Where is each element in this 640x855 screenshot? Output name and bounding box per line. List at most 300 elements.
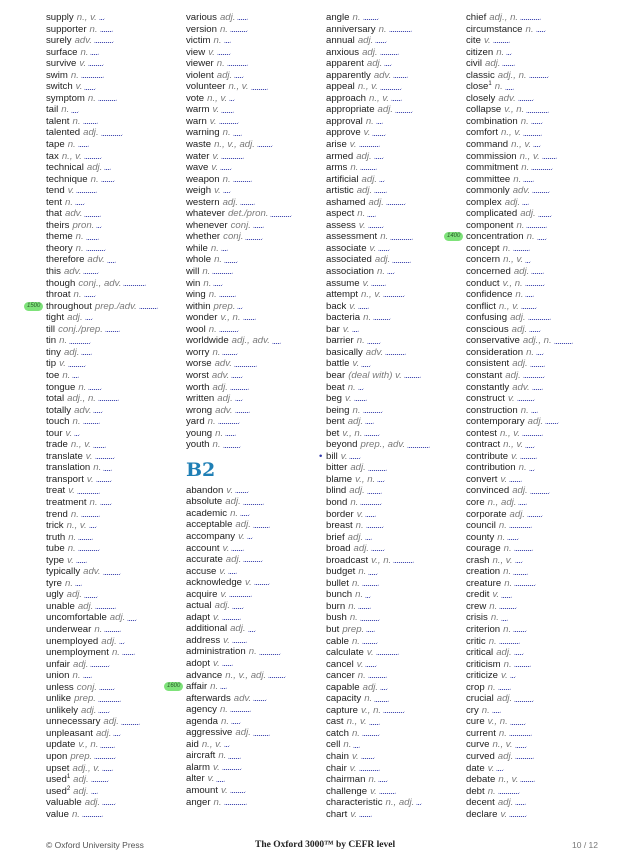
headword: committee (466, 173, 511, 185)
word-entry (447, 231, 600, 243)
word-entry (186, 739, 320, 751)
headword: commission (466, 150, 517, 162)
part-of-speech: n. (513, 173, 522, 185)
word-entry (466, 739, 600, 751)
handwritten-annotation-icon (84, 593, 98, 598)
handwritten-number-badge: 1400 (444, 232, 463, 241)
part-of-speech: adj. (225, 496, 241, 508)
headword: swim (46, 69, 68, 81)
part-of-speech: v., n. (502, 277, 523, 289)
word-entry (186, 623, 320, 635)
part-of-speech: adj. (101, 635, 117, 647)
handwritten-annotation-icon (84, 212, 101, 217)
word-entry (466, 185, 600, 197)
part-of-speech: adv. (83, 566, 101, 578)
word-entry (326, 612, 460, 624)
part-of-speech: n., v. (346, 716, 367, 728)
headword: back (326, 300, 347, 312)
headword: bet (326, 427, 340, 439)
handwritten-annotation-icon (379, 177, 385, 182)
handwritten-annotation-icon (361, 754, 375, 759)
headword: critic (466, 635, 486, 647)
part-of-speech: n. (219, 704, 228, 716)
part-of-speech: n. (89, 496, 98, 508)
word-entry (466, 428, 600, 440)
headword: wave (186, 162, 209, 174)
homonym-number: 2 (66, 785, 71, 792)
handwritten-annotation-icon (94, 754, 116, 759)
part-of-speech: v. (65, 427, 73, 439)
headword: comfort (466, 127, 498, 139)
word-entry (186, 301, 320, 313)
word-entry (466, 347, 600, 359)
part-of-speech: n. (526, 231, 535, 243)
handwritten-annotation-icon (363, 15, 379, 20)
headword: treat (46, 485, 66, 497)
part-of-speech: n. (347, 381, 356, 393)
handwritten-annotation-icon (380, 85, 402, 90)
word-entry (46, 185, 180, 197)
handwritten-annotation-icon (378, 246, 390, 251)
headword: will (186, 266, 200, 278)
headword: capacity (326, 693, 362, 705)
handwritten-annotation-icon (501, 616, 508, 621)
word-entry (186, 543, 320, 555)
part-of-speech: v. (349, 762, 357, 774)
word-entry (326, 555, 460, 567)
part-of-speech: n. (67, 543, 76, 555)
headword: supporter (46, 23, 87, 35)
word-entry (326, 266, 460, 278)
headword: water (186, 150, 210, 162)
handwritten-annotation-icon (251, 85, 268, 90)
headword: convert (466, 473, 498, 485)
handwritten-annotation-icon (69, 339, 91, 344)
word-entry (46, 485, 180, 497)
headword: account (186, 542, 220, 554)
handwritten-annotation-icon (393, 73, 408, 78)
word-entry (46, 405, 180, 417)
word-entry (466, 751, 600, 763)
word-entry (186, 416, 320, 428)
part-of-speech: n. (216, 58, 225, 70)
headword: affair (186, 681, 208, 693)
headword: wing (186, 289, 206, 301)
part-of-speech: v. (358, 219, 366, 231)
headword: contest (466, 427, 497, 439)
word-entry (46, 601, 180, 613)
headword: bush (326, 612, 347, 624)
part-of-speech: adj. (485, 58, 501, 70)
headword: anger (186, 796, 211, 808)
headword: debt (466, 785, 485, 797)
word-entry (326, 162, 460, 174)
headword: though (46, 277, 76, 289)
part-of-speech: n., v. (61, 150, 82, 162)
word-entry (46, 312, 180, 324)
word-entry (46, 589, 180, 601)
headword: conservative (466, 335, 520, 347)
part-of-speech: adj. (67, 312, 83, 324)
headword: blame (326, 473, 353, 485)
handwritten-annotation-icon (509, 523, 532, 528)
handwritten-annotation-icon (225, 431, 236, 436)
word-entry (46, 786, 180, 798)
word-entry (186, 254, 320, 266)
handwritten-annotation-icon (234, 73, 244, 78)
part-of-speech: conj. (230, 219, 251, 231)
headword: view (186, 46, 206, 58)
headword: translate (46, 450, 83, 462)
handwritten-annotation-icon (367, 212, 376, 217)
part-of-speech: n. (520, 404, 529, 416)
word-entry (326, 416, 460, 428)
handwritten-annotation-icon (88, 61, 104, 66)
handwritten-annotation-icon (99, 685, 115, 690)
handwritten-annotation-icon (384, 61, 392, 66)
word-entry (326, 335, 460, 347)
part-of-speech: adv. (211, 369, 230, 381)
word-entry (466, 416, 600, 428)
headword: used (46, 774, 67, 786)
headword: contemporary (466, 416, 525, 428)
part-of-speech: n. (213, 796, 222, 808)
part-of-speech: v. (79, 58, 87, 70)
word-entry (466, 127, 600, 139)
part-of-speech: adj. (109, 612, 126, 624)
part-of-speech: n. (93, 462, 102, 474)
headword: while (186, 242, 208, 254)
part-of-speech: adj. (512, 358, 528, 370)
headword: bacteria (326, 312, 361, 324)
handwritten-annotation-icon (493, 38, 510, 43)
part-of-speech: v. (363, 127, 371, 139)
headword: wool (186, 323, 206, 335)
handwritten-annotation-icon (245, 235, 263, 240)
handwritten-annotation-icon (366, 627, 375, 632)
word-entry (326, 728, 460, 740)
headword: brief (326, 531, 345, 543)
handwritten-annotation-icon (89, 523, 97, 528)
handwritten-annotation-icon (224, 742, 230, 747)
headword: bunch (326, 589, 353, 601)
headword: throughout (46, 300, 92, 312)
headword: constantly (466, 381, 510, 393)
handwritten-annotation-icon (98, 697, 121, 702)
handwritten-annotation-icon (77, 489, 100, 494)
headword: chain (326, 751, 349, 762)
headword: alarm (186, 761, 210, 773)
headword: cure (466, 716, 485, 728)
word-entry (326, 358, 460, 370)
word-entry (466, 462, 600, 474)
part-of-speech: adj. (513, 266, 530, 278)
word-entry (326, 347, 460, 359)
part-of-speech: (deal with) v. (348, 369, 402, 381)
part-of-speech: adj., v. (72, 762, 101, 774)
part-of-speech: v. (352, 358, 360, 370)
word-entry (466, 81, 600, 93)
headword: curved (466, 751, 495, 762)
headword: surface (46, 46, 78, 58)
headword: western (186, 196, 220, 208)
word-entry (46, 393, 180, 405)
part-of-speech: n. (526, 346, 535, 358)
word-entry (46, 428, 180, 440)
headword: that (46, 208, 63, 220)
headword: challenge (326, 785, 368, 797)
part-of-speech: adj., n. (497, 69, 527, 81)
handwritten-annotation-icon (525, 292, 534, 297)
handwritten-annotation-icon (499, 604, 517, 609)
headword: contribution (466, 462, 516, 474)
word-entry (46, 347, 180, 359)
part-of-speech: v. (349, 300, 357, 312)
part-of-speech: v. (213, 657, 220, 669)
word-entry (46, 659, 180, 671)
part-of-speech: v. (500, 473, 508, 485)
word-entry (46, 58, 180, 70)
part-of-speech: adj., n. (489, 12, 519, 23)
part-of-speech: v. (500, 670, 508, 682)
word-entry (46, 382, 180, 394)
word-entry (46, 197, 180, 209)
part-of-speech: n., v. (492, 739, 513, 751)
headword: concept (466, 242, 500, 254)
part-of-speech: n. (343, 739, 352, 751)
handwritten-annotation-icon (270, 212, 292, 217)
part-of-speech: adj. (362, 681, 379, 693)
part-of-speech: n. (351, 577, 360, 589)
headword: associate (326, 242, 367, 254)
headword: bar (326, 323, 340, 335)
word-column-3 (319, 12, 460, 820)
headword: crisis (466, 612, 488, 624)
part-of-speech: n., v. (76, 12, 97, 23)
word-entry (46, 705, 180, 717)
handwritten-annotation-icon (368, 673, 387, 678)
handwritten-annotation-icon (364, 431, 380, 436)
handwritten-annotation-icon (218, 419, 240, 424)
headword: used (46, 785, 67, 797)
handwritten-annotation-icon (222, 765, 242, 770)
word-entry (466, 797, 600, 809)
part-of-speech: adj. (216, 69, 233, 81)
handwritten-annotation-icon (536, 350, 544, 355)
part-of-speech: n. (504, 577, 513, 589)
headword: credit (466, 589, 490, 601)
part-of-speech: v., n. (355, 473, 376, 485)
headword: consistent (466, 358, 510, 370)
handwritten-annotation-icon (368, 570, 378, 575)
handwritten-annotation-icon (231, 373, 243, 378)
handwritten-annotation-icon (509, 812, 527, 817)
handwritten-annotation-icon (349, 454, 361, 459)
word-entry (186, 220, 320, 232)
handwritten-annotation-icon (525, 443, 535, 448)
headword: tip (46, 358, 57, 370)
part-of-speech: adj. (496, 693, 513, 705)
headword: tax (46, 150, 59, 162)
word-entry (466, 485, 600, 497)
word-entry (466, 104, 600, 116)
part-of-speech: n. (350, 162, 359, 174)
handwritten-annotation-icon (362, 731, 380, 736)
handwritten-annotation-icon (78, 535, 93, 540)
word-entry (186, 635, 320, 647)
word-entry (46, 289, 180, 301)
word-entry (466, 197, 600, 209)
part-of-speech: v. (211, 162, 219, 174)
part-of-speech: n. (364, 693, 373, 705)
headword: warning (186, 127, 220, 139)
word-entry (46, 728, 180, 740)
headword: courage (466, 543, 501, 555)
word-entry (326, 474, 460, 486)
handwritten-annotation-icon (95, 604, 116, 609)
part-of-speech: adv. (74, 35, 93, 47)
part-of-speech: n. (498, 727, 507, 739)
part-of-speech: n. (503, 658, 512, 670)
word-entry (46, 624, 180, 636)
handwritten-annotation-icon (83, 269, 99, 274)
headword: weapon (186, 173, 220, 185)
handwritten-annotation-icon (518, 96, 534, 101)
headword: border (326, 508, 354, 520)
handwritten-annotation-icon (514, 662, 531, 667)
handwritten-annotation-icon (514, 581, 536, 586)
handwritten-annotation-icon (529, 466, 535, 471)
word-entry (466, 670, 600, 682)
word-entry (466, 763, 600, 775)
word-entry (46, 751, 180, 763)
word-entry (466, 324, 600, 336)
handwritten-annotation-icon (515, 743, 527, 748)
headword: worse (186, 358, 212, 370)
handwritten-annotation-icon (82, 812, 103, 817)
part-of-speech: n. (356, 335, 365, 347)
handwritten-annotation-icon (506, 50, 512, 55)
handwritten-annotation-icon (90, 662, 110, 667)
headword: collapse (466, 104, 502, 116)
headword: budget (326, 566, 356, 578)
handwritten-annotation-icon (542, 154, 557, 159)
handwritten-annotation-icon (526, 108, 549, 113)
word-entry (46, 231, 180, 243)
word-entry (466, 393, 600, 405)
headword: chart (326, 808, 348, 820)
headword: crew (466, 600, 487, 612)
handwritten-annotation-icon (233, 177, 252, 182)
word-entry (186, 393, 320, 405)
handwritten-annotation-icon (240, 200, 255, 205)
part-of-speech: n. (496, 46, 505, 58)
headword: totally (46, 404, 72, 416)
handwritten-annotation-icon (240, 511, 250, 516)
part-of-speech: n., v. (501, 127, 522, 139)
word-entry (326, 751, 460, 763)
headword: chief (466, 12, 487, 23)
handwritten-annotation-icon (83, 119, 98, 124)
word-entry (466, 705, 600, 717)
headword: county (466, 531, 495, 543)
handwritten-annotation-icon (93, 443, 106, 448)
part-of-speech: n. (490, 612, 499, 624)
handwritten-annotation-icon (374, 154, 384, 159)
part-of-speech: v. (370, 785, 377, 797)
headword: aggressive (186, 727, 233, 739)
part-of-speech: n. (498, 520, 507, 532)
part-of-speech: adj. (225, 554, 242, 566)
word-entry (186, 566, 320, 578)
part-of-speech: adj. (350, 462, 366, 474)
handwritten-annotation-icon (358, 304, 369, 309)
headword: worth (186, 381, 210, 393)
headword: advance (186, 669, 223, 681)
part-of-speech: n. (70, 69, 79, 81)
part-of-speech: n. (497, 531, 506, 543)
headword: chairman (326, 774, 366, 786)
bullet-mark-icon: • (319, 450, 323, 462)
headword: whether (186, 231, 221, 243)
word-entry (466, 139, 600, 151)
handwritten-annotation-icon (514, 697, 534, 702)
handwritten-annotation-icon (536, 27, 546, 32)
part-of-speech: n. (70, 508, 79, 520)
handwritten-annotation-icon (71, 108, 79, 113)
handwritten-annotation-icon (365, 662, 377, 667)
word-entry (326, 566, 460, 578)
headword: wrong (186, 404, 213, 416)
headword: approval (326, 115, 363, 127)
word-entry (186, 704, 320, 716)
word-entry (466, 474, 600, 486)
headword: theory (46, 242, 73, 254)
word-entry (186, 93, 320, 105)
part-of-speech: v. (238, 530, 245, 542)
headword: approach (326, 92, 367, 104)
part-of-speech: n. (212, 346, 221, 358)
word-entry (466, 47, 600, 59)
word-entry (46, 532, 180, 544)
headword: citizen (466, 46, 494, 58)
word-entry (466, 509, 600, 521)
part-of-speech: prep. (70, 751, 93, 762)
headword: unpleasant (46, 727, 93, 739)
headword: council (466, 520, 496, 532)
part-of-speech: n. (90, 173, 99, 185)
word-entry (466, 382, 600, 394)
headword: unnecessary (46, 716, 101, 728)
part-of-speech: adj. (357, 35, 374, 47)
headword: accurate (186, 554, 223, 566)
word-entry (46, 174, 180, 186)
part-of-speech: v. (340, 450, 348, 462)
headword: violent (186, 69, 214, 81)
word-entry (326, 324, 460, 336)
headword: worst (186, 369, 209, 381)
handwritten-annotation-icon (520, 15, 541, 20)
headword: cable (326, 635, 349, 647)
part-of-speech: n. (62, 369, 71, 381)
word-entry (186, 762, 320, 774)
headword: win (186, 277, 201, 289)
headword: yard (186, 416, 205, 428)
part-of-speech: n., v. (511, 139, 532, 151)
headword: angle (326, 12, 350, 23)
word-entry (466, 566, 600, 578)
handwritten-annotation-icon (220, 165, 232, 170)
